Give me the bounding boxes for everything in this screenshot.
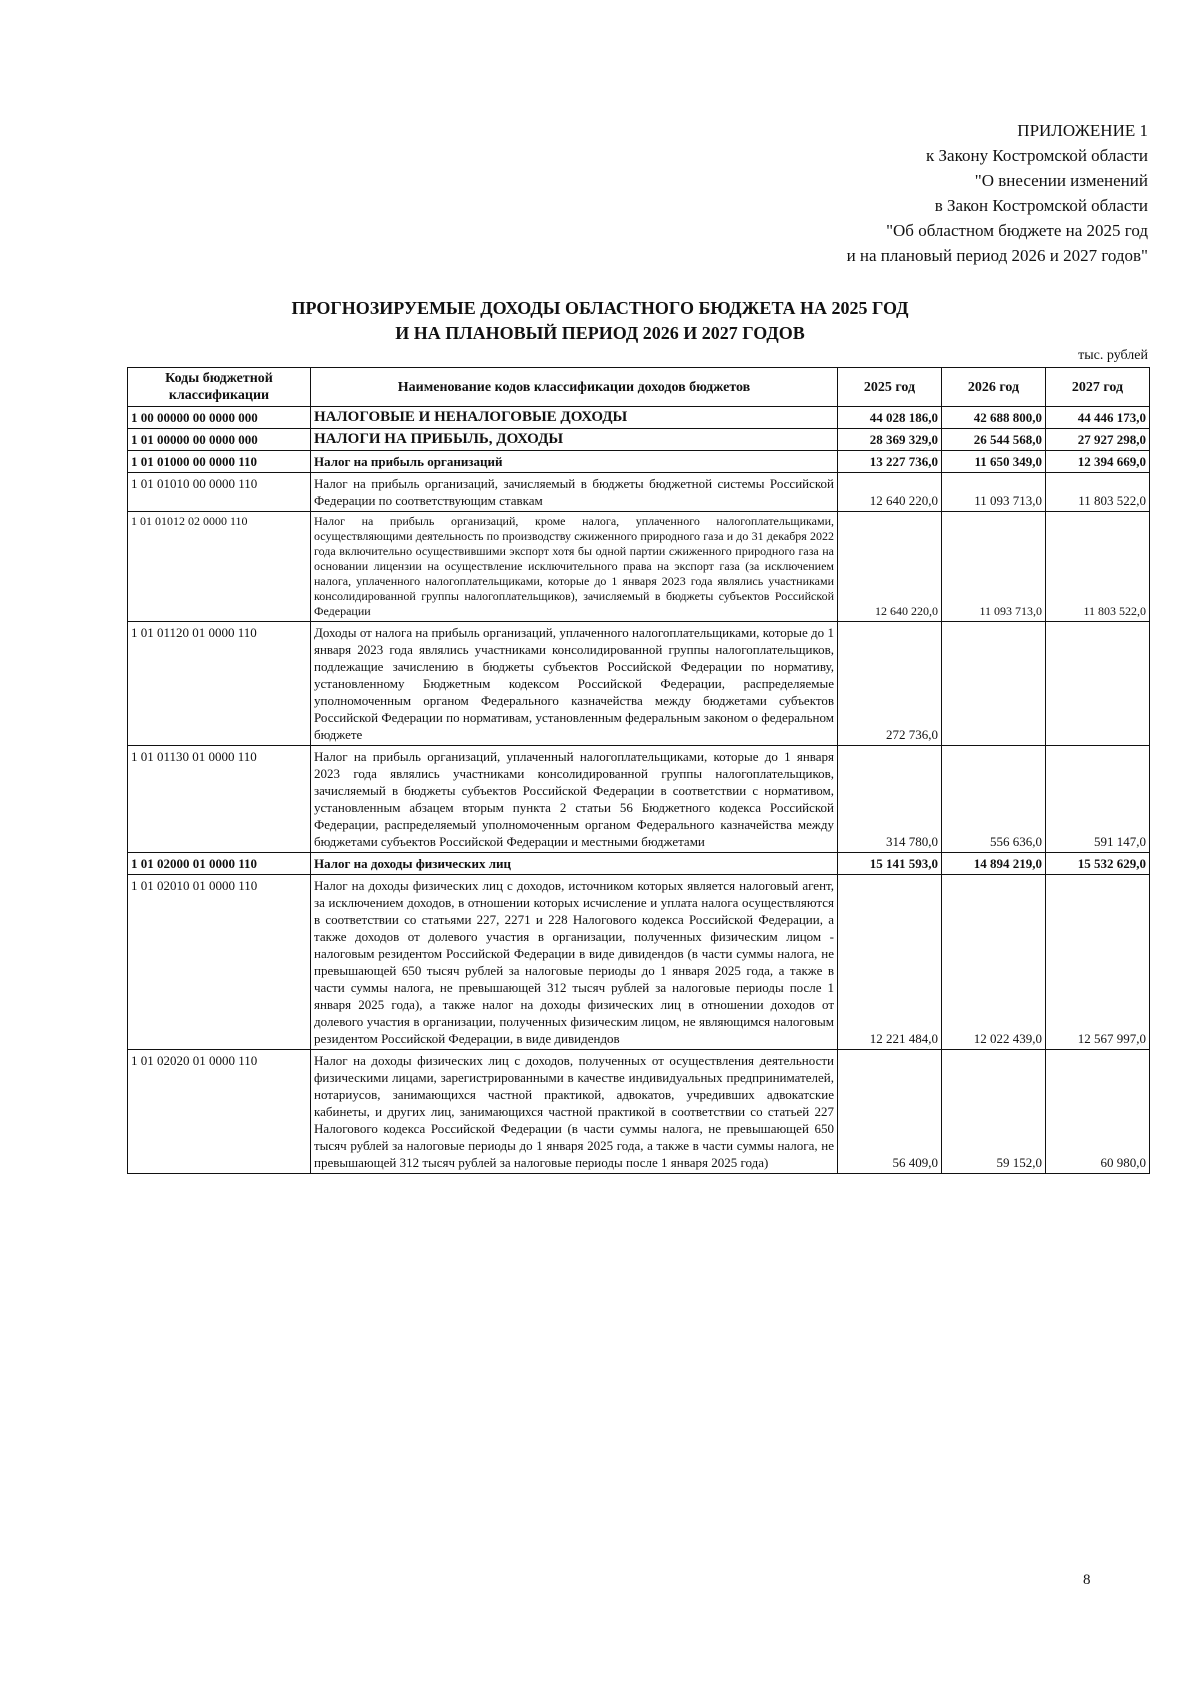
- row-name: Налог на прибыль организаций: [311, 451, 838, 473]
- row-value-2026: 11 093 713,0: [942, 473, 1046, 512]
- header-line: "О внесении изменений: [974, 171, 1148, 190]
- row-value-2027: 11 803 522,0: [1046, 473, 1150, 512]
- row-code: 1 01 02020 01 0000 110: [128, 1050, 311, 1174]
- row-name: Налог на доходы физических лиц: [311, 853, 838, 875]
- row-code: 1 01 00000 00 0000 000: [128, 429, 311, 451]
- header-2026: 2026 год: [942, 368, 1046, 407]
- row-value-2025: 12 221 484,0: [838, 875, 942, 1050]
- row-code: 1 00 00000 00 0000 000: [128, 407, 311, 429]
- table-row: [128, 473, 1150, 512]
- header-code: Коды бюджетной классификации: [128, 368, 311, 407]
- row-value-2027: 12 567 997,0: [1046, 875, 1150, 1050]
- table-row: [128, 407, 1150, 429]
- table-row: [128, 622, 1150, 746]
- row-value-2025: 314 780,0: [838, 746, 942, 853]
- row-value-2025: 44 028 186,0: [838, 407, 942, 429]
- row-name: Доходы от налога на прибыль организаций, уплаченного налогоплательщиками, которые до 1 января 2023 года являлись участниками консолидированной группы налогоплательщиков, подлежащие зачислению в бюджеты субъектов Российской Федерации по нормативу, установленному Бюджетным кодексом Российской Федерации, распределяемые уполномоченным органом Федерального казначейства между бюджетами субъектов Российской Федерации по нормативам, установленным федеральным законом о федеральном бюджете: [311, 622, 838, 746]
- header-2027: 2027 год: [1046, 368, 1150, 407]
- row-value-2025: 56 409,0: [838, 1050, 942, 1174]
- title-line: ПРОГНОЗИРУЕМЫЕ ДОХОДЫ ОБЛАСТНОГО БЮДЖЕТА НА 2025 ГОД: [291, 298, 909, 318]
- header-line: и на плановый период 2026 и 2027 годов": [846, 246, 1148, 265]
- row-name: Налог на доходы физических лиц с доходов, источником которых является налоговый агент, за исключением доходов, в отношении которых исчисление и уплата налога осуществляются в соответствии со статьями 227, 2271 и 228 Налогового кодекса Российской Федерации, а также доходов от долевого участия в организации, полученных физическим лицом - налоговым резидентом Российской Федерации в виде дивидендов (в части суммы налога, не превышающей 650 тысяч рублей за налоговые периоды до 1 января 2025 года, а также в части суммы налога, не превышающей 312 тысяч рублей за налоговые периоды после 1 января 2025 года), а также налог на доходы физических лиц в отношении доходов от долевого участия в организации, полученных физическим лицом, не являющимся налоговым резидентом Российской Федерации, в виде дивидендов: [311, 875, 838, 1050]
- row-name: НАЛОГИ НА ПРИБЫЛЬ, ДОХОДЫ: [311, 429, 838, 451]
- table-row: [128, 429, 1150, 451]
- row-code: 1 01 01130 01 0000 110: [128, 746, 311, 853]
- row-value-2026: [942, 622, 1046, 746]
- row-value-2026: 14 894 219,0: [942, 853, 1046, 875]
- row-value-2026: 42 688 800,0: [942, 407, 1046, 429]
- row-value-2025: 12 640 220,0: [838, 512, 942, 622]
- row-value-2026: 11 650 349,0: [942, 451, 1046, 473]
- row-value-2025: 15 141 593,0: [838, 853, 942, 875]
- table-row: [128, 512, 1150, 622]
- row-value-2027: 11 803 522,0: [1046, 512, 1150, 622]
- row-value-2026: 12 022 439,0: [942, 875, 1046, 1050]
- table-row: [128, 451, 1150, 473]
- row-value-2025: 13 227 736,0: [838, 451, 942, 473]
- revenue-table: [127, 367, 1150, 1174]
- row-code: 1 01 01012 02 0000 110: [128, 512, 311, 622]
- table-row: [128, 746, 1150, 853]
- row-value-2027: 44 446 173,0: [1046, 407, 1150, 429]
- page-number: 8: [1083, 1572, 1091, 1588]
- row-code: 1 01 02010 01 0000 110: [128, 875, 311, 1050]
- document-title: [0, 296, 1200, 346]
- row-value-2027: [1046, 622, 1150, 746]
- row-name: Налог на доходы физических лиц с доходов, полученных от осуществления деятельности физическими лицами, зарегистрированными в качестве индивидуальных предпринимателей, нотариусов, занимающихся частной практикой, адвокатов, учредивших адвокатские кабинеты, и других лиц, занимающихся частной практикой в соответствии со статьей 227 Налогового кодекса Российской Федерации (в части суммы налога, не превышающей 650 тысяч рублей за налоговые периоды до 1 января 2025 года, а также в части суммы налога, не превышающей 312 тысяч рублей за налоговые периоды после 1 января 2025 года): [311, 1050, 838, 1174]
- row-name: Налог на прибыль организаций, зачисляемый в бюджеты бюджетной системы Российской Федерации по соответствующим ставкам: [311, 473, 838, 512]
- row-value-2026: 59 152,0: [942, 1050, 1046, 1174]
- row-value-2027: 591 147,0: [1046, 746, 1150, 853]
- title-line: И НА ПЛАНОВЫЙ ПЕРИОД 2026 И 2027 ГОДОВ: [395, 323, 805, 343]
- row-code: 1 01 02000 01 0000 110: [128, 853, 311, 875]
- row-value-2026: 26 544 568,0: [942, 429, 1046, 451]
- row-code: 1 01 01000 00 0000 110: [128, 451, 311, 473]
- row-value-2027: 27 927 298,0: [1046, 429, 1150, 451]
- table-row: [128, 875, 1150, 1050]
- row-value-2027: 15 532 629,0: [1046, 853, 1150, 875]
- row-name: Налог на прибыль организаций, кроме налога, уплаченного налогоплательщиками, осуществляющими деятельность по производству сжиженного природного газа и до 31 декабря 2022 года включительно осуществившими экспорт хотя бы одной партии сжиженного природного газа на основании лицензии на осуществление исключительного права на экспорт газа (за исключением налога, уплаченного налогоплательщиками, которые до 1 января 2023 года являлись участниками консолидированной группы налогоплательщиков), зачисляемый в бюджеты субъектов Российской Федерации: [311, 512, 838, 622]
- row-value-2025: 12 640 220,0: [838, 473, 942, 512]
- row-value-2026: 11 093 713,0: [942, 512, 1046, 622]
- row-value-2027: 12 394 669,0: [1046, 451, 1150, 473]
- row-value-2027: 60 980,0: [1046, 1050, 1150, 1174]
- row-value-2025: 28 369 329,0: [838, 429, 942, 451]
- table-header-row: [128, 368, 1150, 407]
- header-line: в Закон Костромской области: [934, 196, 1148, 215]
- header-line: к Закону Костромской области: [926, 146, 1148, 165]
- row-code: 1 01 01010 00 0000 110: [128, 473, 311, 512]
- header-line: ПРИЛОЖЕНИЕ 1: [1017, 121, 1148, 140]
- row-value-2026: 556 636,0: [942, 746, 1046, 853]
- row-value-2025: 272 736,0: [838, 622, 942, 746]
- header-line: "Об областном бюджете на 2025 год: [886, 221, 1148, 240]
- table-row: [128, 1050, 1150, 1174]
- table-row: [128, 853, 1150, 875]
- header-name: Наименование кодов классификации доходов бюджетов: [311, 368, 838, 407]
- row-name: Налог на прибыль организаций, уплаченный налогоплательщиками, которые до 1 января 2023 года являлись участниками консолидированной группы налогоплательщиков, зачисляемый в бюджеты субъектов Российской Федерации в соответствии с нормативом, установленным абзацем вторым пункта 2 статьи 56 Бюджетного кодекса Российской Федерации, распределяемый уполномоченным органом Федерального казначейства между бюджетами субъектов Российской Федерации и местными бюджетами: [311, 746, 838, 853]
- header-2025: 2025 год: [838, 368, 942, 407]
- row-name: НАЛОГОВЫЕ И НЕНАЛОГОВЫЕ ДОХОДЫ: [311, 407, 838, 429]
- appendix-header: [847, 118, 1148, 268]
- units-label: тыс. рублей: [1078, 348, 1148, 363]
- row-code: 1 01 01120 01 0000 110: [128, 622, 311, 746]
